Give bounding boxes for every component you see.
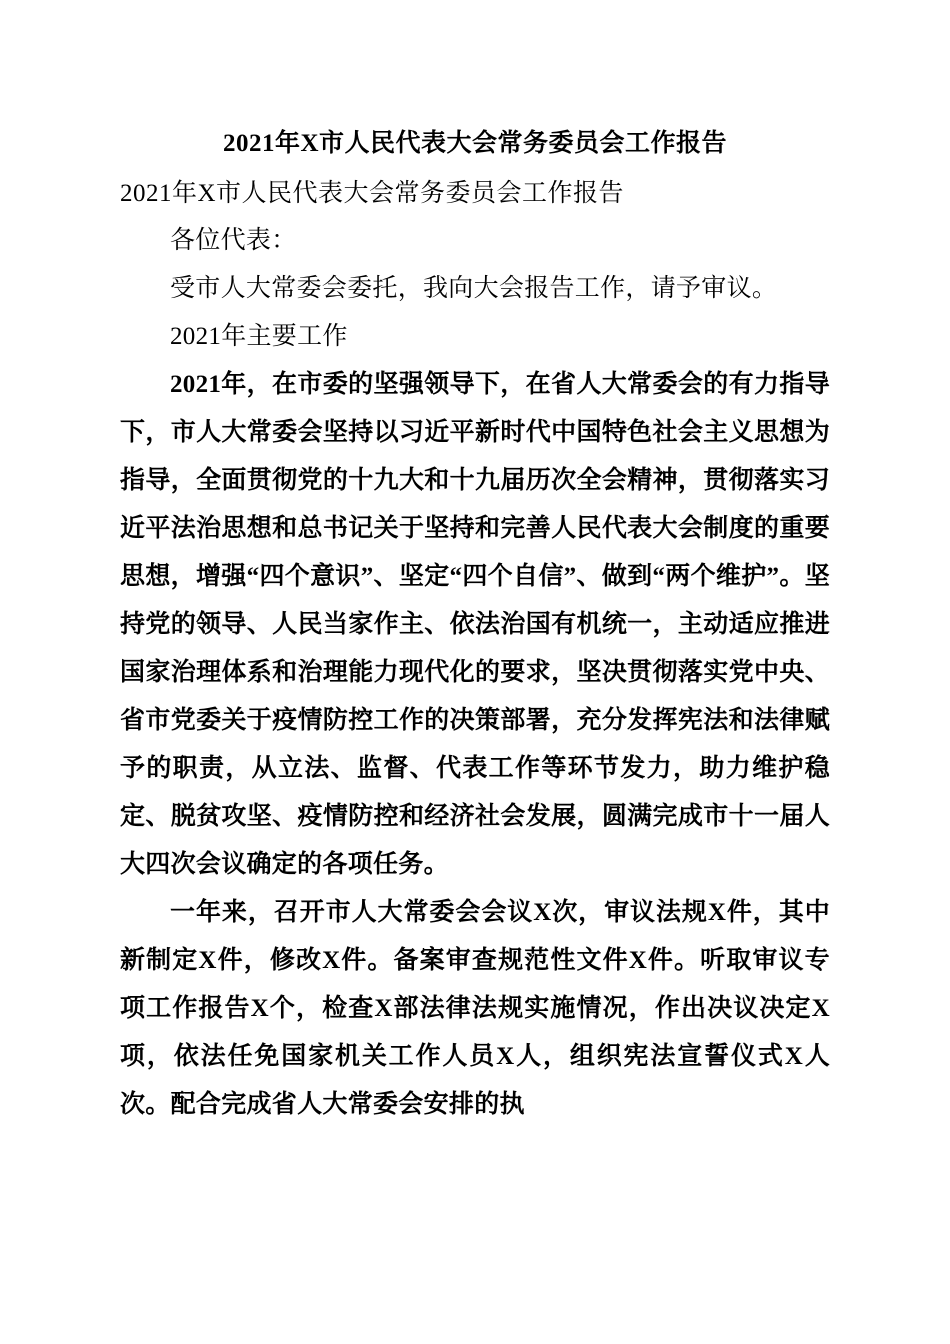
preamble-paragraph: 受市人大常委会委托，我向大会报告工作，请予审议。 [170, 275, 778, 302]
section-heading: 2021年主要工作 [170, 323, 348, 350]
body-paragraph-2: 一年来，召开市人大常委会会议X次，审议法规X件，其中新制定X件，修改X件。备案审查规范性文件X件。听取审议专项工作报告X个，检查X部法律法规实施情况，作出决议决定X项，依法任免国家机关工作人员X人，组织宪法宣誓仪式X人次。配合完成省人大常委会安排的执 [120, 899, 830, 1118]
body-paragraph-1: 2021年，在市委的坚强领导下，在省人大常委会的有力指导下，市人大常委会坚持以习近平新时代中国特色社会主义思想为指导，全面贯彻党的十九大和十九届历次全会精神，贯彻落实习近平法治思想和总书记关于坚持和完善人民代表大会制度的重要思想，增强“四个意识”、坚定“四个自信”、做到“两个维护”。坚持党的领导、人民当家作主、依法治国有机统一，主动适应推进国家治理体系和治理能力现代化的要求，坚决贯彻落实党中央、省市党委关于疫情防控工作的决策部署，充分发挥宪法和法律赋予的职责，从立法、监督、代表工作等环节发力，助力维护稳定、脱贫攻坚、疫情防控和经济社会发展，圆满完成市十一届人大四次会议确定的各项任务。 [120, 371, 830, 878]
document-subtitle: 2021年X市人民代表大会常务委员会工作报告 [120, 179, 625, 207]
document-title: 2021年X市人民代表大会常务委员会工作报告 [222, 130, 728, 157]
salutation: 各位代表： [170, 227, 297, 254]
